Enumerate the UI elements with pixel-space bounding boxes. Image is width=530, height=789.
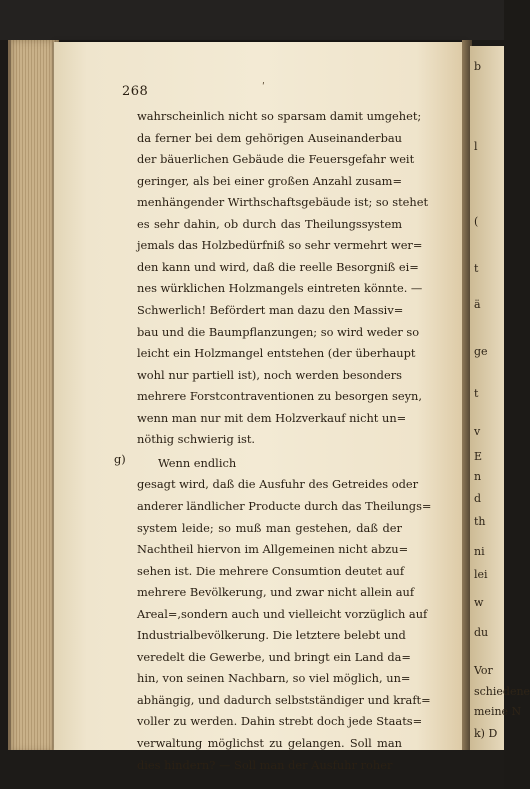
text-line: wahrscheinlich nicht so sparsam damit umgehet; — [137, 109, 422, 123]
text-line: Nachtheil hiervon im Allgemeinen nicht abzu= — [137, 542, 409, 556]
facing-page-text: Vor — [474, 664, 493, 677]
text-line: Industrialbevölkerung. Die letztere belebt und — [137, 628, 406, 643]
facing-page-text: d — [474, 492, 482, 505]
facing-page-text: th — [474, 515, 486, 528]
facing-page-text: ge — [474, 345, 488, 358]
text-line: bau und die Baumpflanzungen; so wird weder so — [137, 324, 420, 339]
text-line: dies hindern? — Soll man der Ausfuhr roher — [137, 757, 393, 772]
facing-page-text: E — [474, 450, 483, 463]
facing-page-text: t — [474, 387, 479, 400]
text-line: mehrere Forstcontraventionen zu besorgen seyn, — [137, 389, 422, 404]
facing-page-text: v — [474, 425, 481, 438]
text-line: leicht ein Holzmangel entstehen (der überhaupt — [137, 346, 416, 361]
facing-page-text: meine N — [474, 705, 522, 718]
text-line: abhängig, und dadurch selbstständiger und kraft= — [137, 692, 431, 707]
text-line: es sehr dahin, ob durch das Theilungssystem — [137, 216, 402, 231]
text-line: Wenn endlich — [158, 455, 237, 470]
facing-page-text: schiedene — [474, 685, 530, 698]
facing-page-fragment — [470, 46, 530, 750]
text-line: system leide; so muß man gestehen, daß der — [137, 520, 402, 535]
text-line: der bäuerlichen Gebäude die Feuersgefahr weit — [137, 152, 415, 167]
facing-page-text: l — [474, 140, 478, 153]
text-line: gesagt wird, daß die Ausfuhr des Getreides oder — [137, 477, 419, 492]
facing-page-text: lei — [474, 568, 488, 581]
facing-page-text: t — [474, 262, 479, 275]
text-line: hin, von seinen Nachbarn, so viel möglich, un= — [137, 671, 411, 686]
text-line: anderer ländlicher Producte durch das Theilungs= — [137, 498, 432, 513]
text-line: mehrere Bevölkerung, und zwar nicht allein auf — [137, 585, 415, 600]
text-line: Areal=,sondern auch und vielleicht vorzüglich auf — [137, 606, 428, 621]
text-line: menhängender Wirthschaftsgebäude ist; so stehet — [137, 195, 429, 210]
text-line: den kann und wird, daß die reelle Besorgniß ei= — [137, 259, 419, 274]
text-line: jemals das Holzbedürfniß so sehr vermehrt wer= — [137, 238, 423, 253]
text-line: voller zu werden. Dahin strebt doch jede Staats= — [137, 714, 423, 729]
text-line: nes würklichen Holzmangels eintreten könnte. — — [137, 281, 423, 296]
text-line: nöthig schwierig ist. — [137, 432, 256, 447]
text-line: sehen ist. Die mehrere Consumtion deutet auf — [137, 563, 405, 578]
facing-page-text: b — [474, 60, 482, 73]
book-page-edges — [8, 40, 59, 752]
facing-page-text: ni — [474, 545, 485, 558]
facing-page-text: ä — [474, 298, 481, 311]
facing-page-text: ( — [474, 215, 479, 228]
text-line: verwaltung möglichst zu gelangen. Soll man — [137, 736, 402, 750]
text-line: wohl nur partiell ist), noch werden besonders — [137, 367, 402, 382]
scan-background-top — [0, 0, 504, 40]
facing-page-text: n — [474, 470, 482, 483]
text-line: veredelt die Gewerbe, und bringt ein Land da= — [137, 649, 411, 664]
text-line: da ferner bei dem gehörigen Auseinanderbau — [137, 130, 402, 145]
facing-page-text: du — [474, 626, 489, 639]
facing-page-text: w — [474, 596, 484, 609]
text-line: geringer, als bei einer großen Anzahl zusam= — [137, 173, 402, 188]
text-line: Schwerlich! Befördert man dazu den Massiv= — [137, 303, 404, 317]
text-line: wenn man nur mit dem Holzverkauf nicht un= — [137, 410, 407, 425]
page-number: 268 — [122, 84, 149, 99]
ink-mark: ʹ — [262, 82, 265, 93]
facing-page-text: k) D — [474, 727, 498, 740]
footnote-marker: g) — [114, 452, 126, 466]
